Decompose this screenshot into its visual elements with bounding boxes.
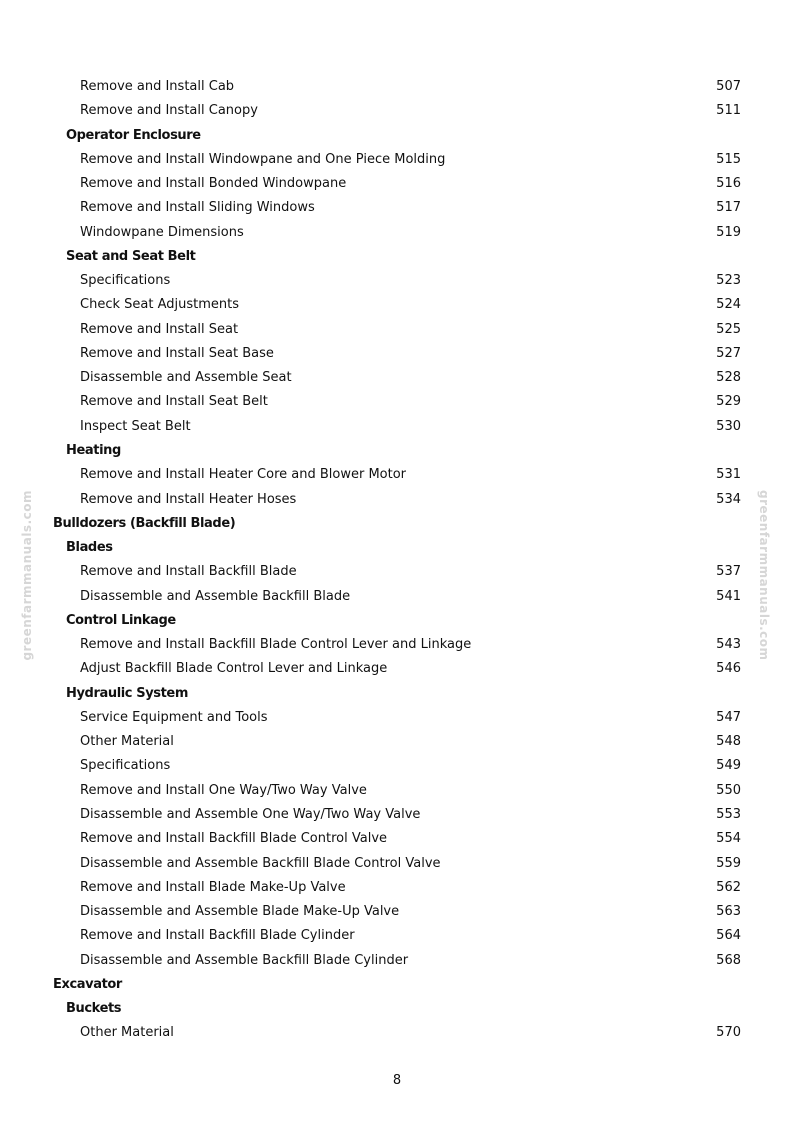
toc-entry[interactable]	[0, 488, 794, 512]
toc-entry-page: 546	[716, 661, 741, 677]
toc-entry-page: 550	[716, 782, 741, 798]
toc-entry[interactable]	[0, 560, 794, 584]
toc-entry-title: Heating	[66, 442, 121, 458]
watermark-left: greenfarmmanuals.com	[20, 490, 34, 661]
toc-entry-title: Buckets	[66, 1001, 122, 1017]
toc-entry-page: 531	[716, 467, 741, 483]
toc-entry-page: 527	[716, 345, 741, 361]
toc-entry[interactable]	[0, 754, 794, 778]
toc-entry-page: 529	[716, 394, 741, 410]
toc-entry[interactable]	[0, 75, 794, 99]
toc-entry-page: 548	[716, 734, 741, 750]
toc-entry-title: Remove and Install Backfill Blade Cylinder	[80, 928, 355, 944]
toc-entry-title: Inspect Seat Belt	[80, 418, 191, 434]
toc-section-heading	[0, 439, 794, 463]
toc-entry-page: 570	[716, 1025, 741, 1041]
toc-entry[interactable]	[0, 924, 794, 948]
toc-entry-page: 541	[716, 588, 741, 604]
toc-entry-title: Seat and Seat Belt	[66, 248, 196, 264]
toc-entry-title: Remove and Install Seat Belt	[80, 394, 268, 410]
toc-entry[interactable]	[0, 463, 794, 487]
toc-entry-page: 568	[716, 952, 741, 968]
toc-entry-page: 523	[716, 273, 741, 289]
toc-entry-title: Remove and Install Canopy	[80, 103, 258, 119]
toc-entry-page: 563	[716, 904, 741, 920]
toc-entry-title: Disassemble and Assemble Backfill Blade Control Valve	[80, 855, 441, 871]
toc-entry-page: 507	[716, 79, 741, 94]
toc-entry[interactable]	[0, 293, 794, 317]
toc-entry[interactable]	[0, 415, 794, 439]
toc-section-heading	[0, 245, 794, 269]
toc-entry[interactable]	[0, 318, 794, 342]
toc-entry[interactable]	[0, 342, 794, 366]
toc-entry[interactable]	[0, 779, 794, 803]
toc-entry-title: Specifications	[80, 273, 171, 289]
toc-entry-page: 559	[716, 855, 741, 871]
toc-entry[interactable]	[0, 949, 794, 973]
toc-entry-title: Windowpane Dimensions	[80, 224, 244, 240]
toc-entry-title: Remove and Install Backfill Blade Control Valve	[80, 831, 388, 847]
toc-entry[interactable]	[0, 172, 794, 196]
toc-entry-page: 562	[716, 879, 741, 895]
toc-entry-page: 537	[716, 564, 741, 580]
toc-entry-title: Remove and Install Windowpane and One Piece Molding	[80, 151, 446, 167]
toc-entry-title: Service Equipment and Tools	[80, 709, 268, 725]
toc-entry-title: Control Linkage	[66, 612, 176, 628]
toc-entry-title: Remove and Install Bonded Windowpane	[80, 176, 347, 192]
toc-section-heading	[0, 682, 794, 706]
toc-entry[interactable]	[0, 221, 794, 245]
toc-entry[interactable]	[0, 366, 794, 390]
toc-section-heading	[0, 973, 794, 997]
toc-entry-title: Remove and Install Blade Make-Up Valve	[80, 879, 346, 895]
toc-entry-page: 511	[716, 103, 741, 119]
toc-entry[interactable]	[0, 585, 794, 609]
toc-entry[interactable]	[0, 148, 794, 172]
toc-entry-page: 554	[716, 831, 741, 847]
toc-entry-title: Excavator	[53, 976, 122, 992]
toc-entry[interactable]	[0, 900, 794, 924]
toc-entry-title: Disassemble and Assemble Backfill Blade Cylinder	[80, 952, 409, 968]
toc-entry-title: Remove and Install One Way/Two Way Valve	[80, 782, 367, 798]
toc-entry-page: 519	[716, 224, 741, 240]
toc-entry-title: Disassemble and Assemble Backfill Blade	[80, 588, 351, 604]
toc-entry-page: 553	[716, 806, 741, 822]
toc-entry[interactable]	[0, 827, 794, 851]
toc-entry[interactable]	[0, 657, 794, 681]
toc-section-heading	[0, 609, 794, 633]
toc-section-heading	[0, 536, 794, 560]
toc-entry-page: 549	[716, 758, 741, 774]
watermark-right: greenfarmmanuals.com	[757, 490, 771, 661]
toc-entry-title: Specifications	[80, 758, 171, 774]
toc-entry-page: 543	[716, 637, 741, 653]
toc-entry[interactable]	[0, 876, 794, 900]
toc-entry[interactable]	[0, 269, 794, 293]
toc-entry-title: Check Seat Adjustments	[80, 297, 239, 313]
toc-entry-title: Remove and Install Heater Hoses	[80, 491, 297, 507]
toc-entry-title: Other Material	[80, 734, 174, 750]
toc-entry-title: Remove and Install Seat Base	[80, 345, 274, 361]
toc-entry-title: Other Material	[80, 1025, 174, 1041]
toc-section-heading	[0, 512, 794, 536]
toc-entry-title: Blades	[66, 540, 113, 556]
table-of-contents	[0, 75, 794, 1046]
toc-entry-page: 564	[716, 928, 741, 944]
toc-entry-page: 534	[716, 491, 741, 507]
toc-section-heading	[0, 997, 794, 1021]
toc-entry-title: Disassemble and Assemble One Way/Two Way Valve	[80, 806, 421, 822]
page-number: 8	[392, 1073, 402, 1088]
toc-entry-page: 515	[716, 151, 741, 167]
toc-section-heading	[0, 124, 794, 148]
toc-entry-page: 524	[716, 297, 741, 313]
toc-entry-title: Remove and Install Heater Core and Blower Motor	[80, 467, 407, 483]
toc-entry[interactable]	[0, 803, 794, 827]
toc-entry[interactable]	[0, 1021, 794, 1045]
toc-entry-title: Remove and Install Seat	[80, 321, 239, 337]
toc-entry[interactable]	[0, 99, 794, 123]
toc-entry-title: Remove and Install Backfill Blade Control Lever and Linkage	[80, 637, 472, 653]
toc-entry[interactable]	[0, 706, 794, 730]
toc-entry-title: Remove and Install Sliding Windows	[80, 200, 315, 216]
toc-entry-page: 516	[716, 176, 741, 192]
toc-entry[interactable]	[0, 196, 794, 220]
toc-entry-title: Operator Enclosure	[66, 127, 201, 143]
toc-entry-title: Disassemble and Assemble Seat	[80, 370, 292, 386]
toc-entry-title: Hydraulic System	[66, 685, 188, 701]
toc-entry-page: 547	[716, 709, 741, 725]
toc-entry-page: 530	[716, 418, 741, 434]
toc-entry-title: Bulldozers (Backfill Blade)	[53, 515, 236, 531]
toc-entry[interactable]	[0, 852, 794, 876]
toc-entry[interactable]	[0, 390, 794, 414]
toc-entry-title: Remove and Install Backfill Blade	[80, 564, 297, 580]
toc-entry-page: 525	[716, 321, 741, 337]
toc-entry-page: 517	[716, 200, 741, 216]
toc-entry[interactable]	[0, 730, 794, 754]
toc-entry-page: 528	[716, 370, 741, 386]
toc-entry[interactable]	[0, 633, 794, 657]
toc-entry-title: Disassemble and Assemble Blade Make-Up Valve	[80, 904, 400, 920]
toc-entry-title: Remove and Install Cab	[80, 79, 235, 94]
toc-entry-title: Adjust Backfill Blade Control Lever and Linkage	[80, 661, 388, 677]
